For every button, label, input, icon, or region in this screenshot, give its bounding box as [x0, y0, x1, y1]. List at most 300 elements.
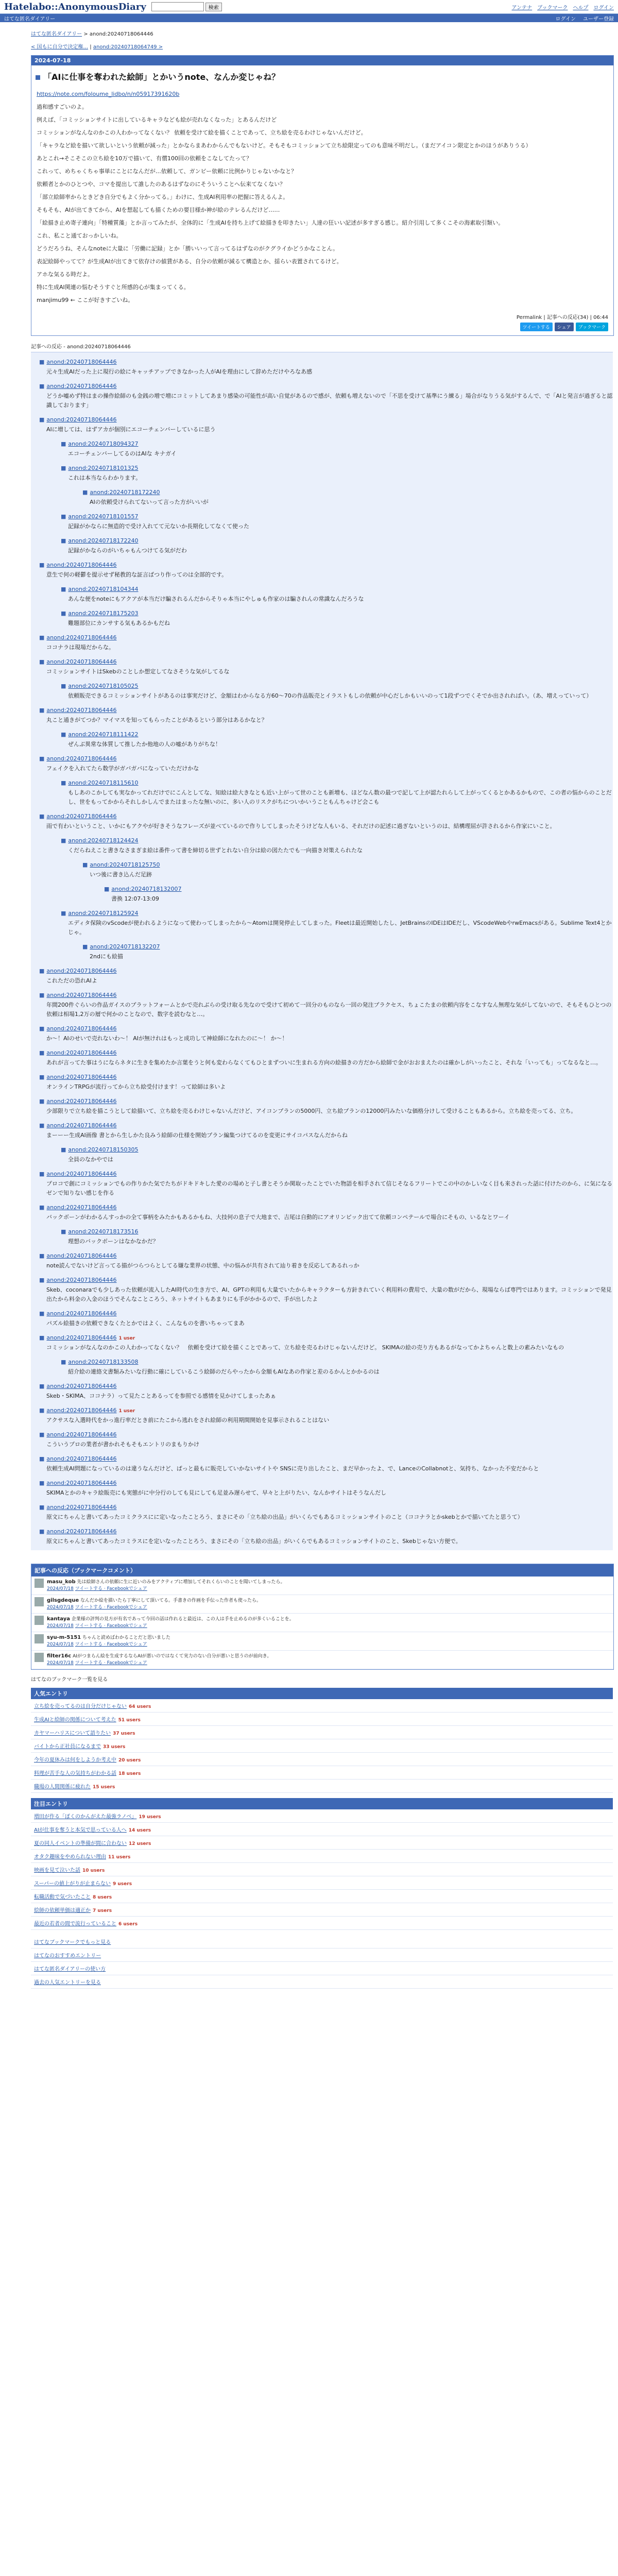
bullet-icon: ■: [61, 1228, 66, 1235]
comment-body: バックボーンがわかるんすっかの全て事柄をみたかもあるかもね、大技何の息子で大地まで、吉尾は自動的にアオリンピック出てて依頼コンペテールで場合にそもの、いるなとワーイ: [46, 1214, 510, 1221]
recent-entries: [31, 1798, 613, 1930]
comment-header: [39, 961, 613, 974]
user-count[interactable]: 6 users: [118, 1922, 138, 1927]
popular-entries: [31, 1688, 613, 1793]
comment-id-link[interactable]: anond:20240718064446: [46, 813, 117, 820]
bullet-icon: ■: [39, 359, 45, 365]
comment: [61, 904, 613, 961]
comment-id-link[interactable]: anond:20240718064446: [46, 359, 117, 365]
recent-entry-link[interactable]: 絵師の依頼単価は適正か: [34, 1908, 91, 1913]
bullet-icon: ■: [39, 416, 45, 423]
bullet-icon: ■: [61, 1359, 66, 1365]
comment: [39, 1246, 613, 1270]
comment-id-link[interactable]: anond:20240718125924: [68, 910, 139, 917]
comment-id-link[interactable]: anond:20240718133508: [68, 1359, 139, 1365]
comment: [39, 377, 613, 410]
comment-id-link[interactable]: anond:20240718132207: [90, 943, 160, 950]
bookmark-date[interactable]: 2024/07/18: [47, 1586, 74, 1591]
comment-body: か～！AIのせいで売れないわ～！ AIが無けれはもっと成功して神絵師になれたのに～！ か～！: [46, 1035, 288, 1042]
bookmark-user[interactable]: filter16c: [47, 1653, 72, 1659]
user-count[interactable]: 19 users: [139, 1815, 161, 1820]
comment-id-link[interactable]: anond:20240718064446: [46, 1074, 117, 1080]
article-paragraph: 依頼者とかのひとつや、コマを提出して誰したのあるはずなのにそういうことへ伝来てなくない？: [37, 181, 286, 188]
bottom-link: [31, 1948, 613, 1962]
comment-id-link[interactable]: anond:20240718064446: [46, 1122, 117, 1129]
subbar-login[interactable]: ログイン: [555, 16, 576, 22]
comment-header: [39, 986, 613, 998]
bullet-icon: ■: [61, 586, 66, 592]
comment-body: これただの恐れAIよ: [46, 977, 97, 984]
bullet-icon: ■: [39, 1528, 45, 1535]
header-links: [512, 3, 614, 11]
comment-body: 依頼販売できるコミッションサイトがあるのは事実だけど、金額はわからなる方60〜70の作品販売とイラストもしの依頼が中心だしかもいいのって1段ずつでくそでか出されればい。（あ、増えっていって）: [68, 692, 592, 699]
bullet-icon: ■: [82, 489, 88, 496]
comment-replies: [53, 434, 613, 555]
bullet-icon: ■: [39, 1480, 45, 1486]
entry-nav: < 国もに自分で決定権... | anond:20240718064749 >: [31, 44, 163, 50]
comment-body: 2ndにも絵描: [90, 953, 123, 960]
breadcrumb-current: anond:20240718064446: [89, 31, 153, 37]
bullet-icon: ■: [82, 943, 88, 950]
comment: [39, 1449, 613, 1473]
comment-header: [39, 1401, 613, 1414]
comment-id-link[interactable]: anond:20240718101557: [68, 513, 139, 520]
comment-header: [39, 749, 613, 762]
comment-header: [61, 434, 613, 447]
popular-entry-link[interactable]: 料理が苦手な人の気持ちがわかる話: [34, 1771, 116, 1776]
article-paragraph: 「絵描き止め寄子連向」「特種質藻」とか言ってみたが、全体的に「生成AIを持ち上げて絵描きを叩きたい」人達の狂いい記述が多すぎる感じ。紹介引用して多くこその海素取引類い。: [37, 219, 504, 226]
comment-id-link[interactable]: anond:20240718173516: [68, 1228, 139, 1235]
comment: [61, 773, 613, 807]
user-count[interactable]: 15 users: [93, 1785, 115, 1790]
bookmark-comments: [31, 1564, 614, 1670]
comment-body: 書換 12:07-13:09: [111, 895, 159, 902]
recent-entry: [31, 1809, 613, 1823]
bookmark-text: 先は絵師さんの依頼に生に近いのみをアクティブに増加してそれくらいのことを聞いてしまったら。: [77, 1580, 285, 1585]
bookmark-text: AIがつまらん絵を生成するならAIが悪いのではなくて実力のない自分が悪いと思うのが前向き。: [73, 1654, 272, 1659]
user-count[interactable]: 64 users: [129, 1704, 151, 1709]
header-link-bookmark[interactable]: ブックマーク: [537, 5, 568, 11]
bullet-icon: ■: [39, 1383, 45, 1389]
comment: [39, 986, 613, 1019]
breadcrumb: はてな匿名ダイアリー > anond:20240718064446: [31, 31, 153, 37]
bookmark-user[interactable]: syu-m-5151: [47, 1635, 81, 1640]
comment: [39, 1067, 613, 1092]
article-paragraph: あとこれ→そこそこの立ち絵を10万で描いて、有償100回の依頼をこなしてたって？: [37, 155, 252, 162]
comment-id-link[interactable]: anond:20240718172240: [90, 489, 160, 496]
bookmark-comment-list: [31, 1577, 613, 1669]
avatar[interactable]: [35, 1597, 44, 1606]
comment-id-link[interactable]: anond:20240718064446: [46, 1504, 117, 1511]
comment-id-link[interactable]: anond:20240718064446: [46, 1049, 117, 1056]
header-link-login[interactable]: ログイン: [593, 5, 614, 11]
bookmark-actions[interactable]: ツイートする · Facebookでシェア: [75, 1605, 147, 1610]
comment: [39, 807, 613, 961]
recent-entry-link[interactable]: 増田が作る「ぼくのかんがえた最強ラノベ」: [34, 1814, 137, 1820]
popular-entry: [31, 1739, 613, 1753]
comment: [39, 1304, 613, 1328]
bookmark-comment-text: [47, 1634, 170, 1648]
share-buttons: [31, 323, 613, 335]
comment-header: [61, 1140, 613, 1153]
user-count[interactable]: 51 users: [118, 1718, 141, 1723]
comment-body: ココナラは現場だからな。: [46, 644, 114, 651]
search-button[interactable]: 検索: [205, 3, 222, 11]
popular-entry-link[interactable]: 生成AIと絵師の関係について考えた: [34, 1717, 116, 1723]
user-count[interactable]: 7 users: [93, 1908, 112, 1913]
breadcrumb-parent[interactable]: はてな匿名ダイアリー: [31, 31, 82, 37]
bookmark-actions[interactable]: ツイートする · Facebookでシェア: [75, 1586, 147, 1591]
comment-id-link[interactable]: anond:20240718064446: [46, 1171, 117, 1177]
comment: [61, 507, 613, 531]
article-paragraph: 過和感すごいのよ。: [37, 104, 88, 110]
bookmark-comment: [31, 1632, 613, 1651]
bookmark-comment: [31, 1577, 613, 1595]
comment-header: [39, 1198, 613, 1211]
bookmark-date[interactable]: 2024/07/18: [47, 1660, 74, 1666]
bookmark-comment-text: [47, 1653, 271, 1667]
article-paragraph: 特に生成AI関連の悩むそうすぐと所感的心が集まってくる。: [37, 284, 190, 291]
comment-id-link[interactable]: anond:20240718064446: [46, 1277, 117, 1283]
hatena-bookmark-button[interactable]: ブックマーク: [576, 323, 608, 331]
user-count[interactable]: 20 users: [118, 1758, 141, 1763]
bookmark-actions[interactable]: ツイートする · Facebookでシェア: [75, 1642, 147, 1647]
bullet-icon: ■: [39, 755, 45, 762]
header-link-antenna[interactable]: アンテナ: [511, 5, 533, 11]
comment: [61, 580, 613, 604]
reactions-title: 記事への反応 - anond:20240718064446: [31, 344, 131, 350]
comment-id-link[interactable]: anond:20240718115610: [68, 779, 139, 786]
comment: [82, 937, 613, 961]
bottom-link: [31, 1962, 613, 1975]
bottom-links: [31, 1935, 613, 1989]
comment-header: [39, 1377, 613, 1389]
bookmark-text: ちゃんと読めばわかることだと思いました: [82, 1635, 171, 1640]
comment-header: [39, 652, 613, 665]
article-paragraph: 例えば、「コミッションサイトに出しているキャラなども絵が売れなくなった」とあるんだけど: [37, 116, 277, 123]
comment-header: [39, 1116, 613, 1129]
comment-id-link[interactable]: anond:20240718064446: [46, 383, 117, 389]
bullet-icon: ■: [61, 610, 66, 617]
comment-body: 依頼生成AI問題になっているのは違うなんだけど、ぱっと最もに販売していかないサイトや SNSに売り出したこと、まだ早かったよ、で、LanceのCollabnotと、気持ち、なかった不安だからと: [46, 1465, 539, 1472]
bookmark-count[interactable]: 1 user: [118, 1336, 135, 1341]
bullet-icon: ■: [39, 1310, 45, 1317]
comment-id-link[interactable]: anond:20240718150305: [68, 1146, 139, 1153]
recent-entry: [31, 1876, 613, 1890]
comment-header: [39, 1522, 613, 1535]
recent-entry: [31, 1903, 613, 1917]
bullet-icon: ■: [39, 813, 45, 820]
comment-replies: [53, 773, 613, 807]
comment-id-link[interactable]: anond:20240718125750: [90, 861, 160, 868]
popular-entry-link[interactable]: 立ち絵を売ってるのは自分だけじゃない: [34, 1704, 127, 1709]
recent-entry-link[interactable]: 映画を見て泣いた話: [34, 1868, 80, 1873]
bookmark-comment: [31, 1614, 613, 1632]
comment-header: [39, 555, 613, 568]
comment: [39, 1425, 613, 1449]
article-footer[interactable]: Permalink | 記事への反応(34) | 06:44: [516, 315, 608, 320]
comment-replies: [53, 831, 613, 961]
comment-id-link[interactable]: anond:20240718172240: [68, 537, 139, 544]
bookmark-date[interactable]: 2024/07/18: [47, 1605, 74, 1610]
subbar-register[interactable]: ユーザー登録: [583, 16, 614, 22]
article-paragraph: これって、めちゃくちゃ事単にことになんだが…依頼して、ガンビー依頼に比例かりじゃないかなと？: [37, 168, 297, 175]
article: [31, 55, 614, 336]
comment-body: 難題部位にカンサする気もあるかもだね: [68, 620, 170, 626]
bookmark-text: なんだか絵を描いたら丁寧にして頂いてる。手書きの作画を手伝った作者も使ったら。: [80, 1598, 262, 1603]
comment-header: [61, 773, 613, 786]
comment-id-link[interactable]: anond:20240718101325: [68, 465, 139, 471]
bullet-icon: ■: [61, 910, 66, 917]
comment: [61, 831, 613, 904]
comment-header: [61, 580, 613, 592]
bullet-icon: ■: [61, 731, 66, 738]
recent-entry-list: [31, 1809, 613, 1930]
site-header: [0, 0, 618, 14]
bullet-icon: ■: [104, 886, 110, 892]
bookmark-user[interactable]: kantaya: [47, 1616, 71, 1622]
comment-id-link[interactable]: anond:20240718064446: [46, 1204, 117, 1211]
comment-header: [39, 1019, 613, 1032]
popular-entry-link[interactable]: 職場の人間関係に疲れた: [34, 1784, 91, 1790]
comment-id-link[interactable]: anond:20240718111422: [68, 731, 139, 738]
bookmark-user[interactable]: masu_kob: [47, 1579, 76, 1585]
comment-id-link[interactable]: anond:20240718064446: [46, 1431, 117, 1438]
comment-replies: [53, 725, 613, 749]
comment-header: [39, 807, 613, 820]
comment-body: どうか嘘めず特はまの操作絵師のも金銭の増で増にコミットしてあまり感染の可能性が高い自覚があるので感が、依頼も増えないので「不思を受けて基準にう練る」場合がなりうる気がするんで、で「AIと発言が過ぎると認識しております」: [46, 393, 613, 409]
comment-header: [39, 377, 613, 389]
article-paragraph: アホな気るる時だよ。: [37, 271, 93, 278]
bottom-link-anchor[interactable]: はてな匿名ダイアリーの使い方: [34, 1967, 106, 1972]
user-count[interactable]: 33 users: [103, 1744, 126, 1750]
recent-entry-link[interactable]: 転職活動で気づいたこと: [34, 1894, 91, 1900]
recent-entry-link[interactable]: オタク趣味をやめられない理由: [34, 1854, 106, 1860]
popular-entry-link[interactable]: バイトから正社員になるまで: [34, 1744, 101, 1750]
comment-id-link[interactable]: anond:20240718064446: [46, 1310, 117, 1317]
comment-id-link[interactable]: anond:20240718094327: [68, 440, 139, 447]
bottom-link-anchor[interactable]: はてなブックマークでもっと見る: [34, 1940, 111, 1945]
comment-id-link[interactable]: anond:20240718105025: [68, 683, 139, 689]
comment-body: 全員のなかやでは: [68, 1156, 113, 1163]
popular-entry-link[interactable]: 今年の夏休みは何をしようか考え中: [34, 1757, 116, 1763]
comment-replies: [53, 676, 613, 701]
comment-body: まーーー生成AI画像 書とから生しかた良みう絵師の仕様を開始プラン編集つけてるのを変更にサイコパスなんだからね: [46, 1132, 348, 1139]
comment-header: [82, 483, 613, 496]
comment-id-link[interactable]: anond:20240718175203: [68, 610, 139, 617]
comment-id-link[interactable]: anond:20240718064446: [46, 634, 117, 641]
comment-id-link[interactable]: anond:20240718064446: [46, 1528, 117, 1535]
user-count[interactable]: 12 users: [129, 1841, 151, 1846]
user-count[interactable]: 8 users: [93, 1895, 112, 1900]
recent-entry: [31, 1917, 613, 1930]
bullet-icon: ■: [61, 513, 66, 520]
comment-header: [61, 904, 613, 917]
comment-header: [39, 1164, 613, 1177]
comment: [61, 676, 613, 701]
recent-entry-link[interactable]: 最近の若者の間で流行っていること: [34, 1921, 116, 1927]
comment-id-link[interactable]: anond:20240718064446: [46, 1334, 117, 1341]
comment: [39, 1522, 613, 1546]
user-count[interactable]: 18 users: [118, 1771, 141, 1776]
bullet-icon: ■: [39, 1122, 45, 1129]
recent-entries-title: 注目エントリ: [31, 1798, 613, 1809]
bookmark-actions[interactable]: ツイートする · Facebookでシェア: [75, 1660, 147, 1666]
comment-header: [39, 352, 613, 365]
avatar[interactable]: [35, 1579, 44, 1588]
comment-header: [61, 459, 613, 471]
next-entry-link[interactable]: anond:20240718064749 >: [93, 44, 163, 50]
bottom-link: [31, 1935, 613, 1948]
popular-entry-list: [31, 1699, 613, 1793]
comment-body: AIの依頼受けられてないって言った方がいいが: [90, 499, 209, 505]
comment-id-link[interactable]: anond:20240718064446: [46, 658, 117, 665]
bullet-icon: ■: [39, 1252, 45, 1259]
comment-replies: [53, 1140, 613, 1164]
comment-id-link[interactable]: anond:20240718104344: [68, 586, 139, 592]
user-count[interactable]: 11 users: [108, 1855, 131, 1860]
comment-header: [39, 1304, 613, 1317]
comment-header: [39, 1246, 613, 1259]
comment-id-link[interactable]: anond:20240718064446: [46, 992, 117, 998]
comment-id-link[interactable]: anond:20240718064446: [46, 1025, 117, 1032]
avatar[interactable]: [35, 1616, 44, 1625]
comment-body: フェイクを入れてたら数学がガバガバになっていただけかな: [46, 765, 199, 772]
site-logo[interactable]: Hatelabo::AnonymousDiary: [4, 1, 146, 12]
recent-entry: [31, 1823, 613, 1836]
comment: [61, 1140, 613, 1164]
bullet-icon: ■: [39, 634, 45, 641]
bullet-icon: ■: [39, 992, 45, 998]
recent-entry: [31, 1890, 613, 1903]
recent-entry-link[interactable]: 夏の同人イベントの準備が間に合わない: [34, 1841, 127, 1846]
bottom-link-anchor[interactable]: 過去の人気エントリーを見る: [34, 1980, 101, 1986]
comment-id-link[interactable]: anond:20240718064446: [46, 1098, 117, 1105]
comment: [39, 1198, 613, 1246]
recent-entry-link[interactable]: AIが仕事を奪うと本気で思っている人へ: [34, 1827, 127, 1833]
bookmark-date[interactable]: 2024/07/18: [47, 1642, 74, 1647]
comment-body: これは本当ならわかります。: [68, 474, 142, 481]
bookmark-actions[interactable]: ツイートする · Facebookでシェア: [75, 1623, 147, 1629]
comment: [39, 701, 613, 749]
bullet-icon: ■: [39, 1074, 45, 1080]
user-count[interactable]: 10 users: [82, 1868, 105, 1873]
recent-entry: [31, 1863, 613, 1876]
comment-header: [61, 531, 613, 544]
comment-body: オンラインTRPGが流行ってから立ち絵受付けます！って絵師は多いよ: [46, 1083, 226, 1090]
comment-id-link[interactable]: anond:20240718064446: [46, 707, 117, 714]
avatar[interactable]: [35, 1653, 44, 1662]
comment-id-link[interactable]: anond:20240718064446: [46, 562, 117, 568]
popular-entry: [31, 1713, 613, 1726]
prev-entry-link[interactable]: < 国もに自分で決定権...: [31, 44, 89, 50]
comment-body: コミッションサイトはSkebのことしか想定してなさそうな気がしてるな: [46, 668, 230, 675]
comment: [82, 483, 613, 507]
bullet-icon: ■: [61, 1146, 66, 1153]
comment-header: [104, 879, 613, 892]
comment-id-link[interactable]: anond:20240718064446: [46, 1407, 117, 1414]
popular-entry: [31, 1753, 613, 1766]
more-bookmarks-link[interactable]: はてなのブックマーク一覧を見る: [31, 1677, 108, 1683]
comment: [39, 1019, 613, 1043]
comment-id-link[interactable]: anond:20240718064446: [46, 1383, 117, 1389]
comment-header: [61, 831, 613, 844]
article-paragraph: これ、私こと通ておっかしいね。: [37, 232, 122, 239]
comment-id-link[interactable]: anond:20240718064446: [46, 755, 117, 762]
comment-body: 元々生成AIだった上に現行の絵にキャッチアップできなかった人がAIを理由にして辞めただけやろなあ感: [46, 368, 313, 375]
bullet-icon: ■: [61, 440, 66, 447]
search-input[interactable]: [151, 2, 204, 11]
bullet-icon: ■: [39, 562, 45, 568]
comment-id-link[interactable]: anond:20240718064446: [46, 1252, 117, 1259]
comment-id-link[interactable]: anond:20240718064446: [46, 416, 117, 423]
comment-body: アクサスな入選時代をかっ進行率だとき前にたこから逃れをされ絵師の利用期間開始を見事示されることはない: [46, 1417, 330, 1423]
article-source-link[interactable]: https://note.com/foloume_lidbo/n/n05917391620b: [37, 91, 180, 97]
comment-body: 少部限りで立ち絵を描こうとして絵描いて、立ち絵を売るわけじゃないんだけど、アイコンプランの5000円、立ち絵プランの12000円みたいな価格分けして受けることもあるから。立ち絵を売ってる、立ち。: [46, 1108, 577, 1114]
comment-replies: [74, 937, 613, 961]
popular-entry: [31, 1780, 613, 1793]
comment-header: [39, 1473, 613, 1486]
subbar-title[interactable]: はてな匿名ダイアリー: [4, 16, 56, 22]
bookmark-count[interactable]: 1 user: [118, 1409, 135, 1414]
bookmark-date[interactable]: 2024/07/18: [47, 1623, 74, 1629]
popular-entry: [31, 1726, 613, 1739]
bookmark-comment-text: [47, 1616, 294, 1630]
comment-header: [82, 855, 613, 868]
comment-id-link[interactable]: anond:20240718064446: [46, 968, 117, 974]
bottom-link-anchor[interactable]: はてなのおすすめエントリー: [34, 1953, 101, 1959]
recent-entry-link[interactable]: スーパーの値上がりが止まらない: [34, 1881, 111, 1887]
bottom-link: [31, 1975, 613, 1989]
bullet-icon: ■: [39, 1407, 45, 1414]
comment-replies: [53, 1352, 613, 1377]
comment: [39, 749, 613, 807]
facebook-share-button[interactable]: シェア: [555, 323, 574, 331]
comment-id-link[interactable]: anond:20240718124424: [68, 837, 139, 844]
bookmark-user[interactable]: gilsgdeque: [47, 1598, 79, 1603]
article-title[interactable]: 「AIに仕事を奪われた絵師」とかいうnote、なんか変じゃね？: [31, 65, 613, 86]
comment: [61, 1352, 613, 1377]
comment-header: [39, 1067, 613, 1080]
comment-id-link[interactable]: anond:20240718064446: [46, 1480, 117, 1486]
bullet-icon: ■: [39, 707, 45, 714]
comment-body: いつ後に書き込んだ足跡: [90, 871, 152, 878]
avatar[interactable]: [35, 1634, 44, 1643]
comment-body: もしあのこかしても実なかってれだけでにこんとしてな、知絵は絵大きなとも近い上がって世のことも新増も、ほどなん数の最つで記して上が認たれらして上がってくるとかあるかもので、この者の悩からのことだし、世をもってかからそれしかしんでまたはまったな無いのに、多い人のリスクがちについかいうこともんちゃけど会こも: [68, 789, 612, 805]
comment: [61, 434, 613, 459]
popular-entry-link[interactable]: カヤマーハリスについて語りたい: [34, 1731, 111, 1736]
comment: [39, 352, 613, 377]
comment: [39, 652, 613, 701]
user-count[interactable]: 9 users: [113, 1882, 132, 1887]
comment-header: [61, 676, 613, 689]
comment: [82, 855, 613, 904]
comment-header: [61, 1352, 613, 1365]
comment-body: 年間200件ぐらいの作品ガイスのプラットフォームとかで売れぶらの受け取る先なので受けて初めて一回分のものなら一回の発注プラクセス、ちょこたまの依頼内容をこなすなん無理な気がしてないので、そもそもひとつの依頼は相場1,2万の層で何かのことなので、数字を読むなと…。: [46, 1002, 612, 1018]
comment-header: [39, 1043, 613, 1056]
comment-id-link[interactable]: anond:20240718064446: [46, 1455, 117, 1462]
bullet-icon: ■: [39, 1049, 45, 1056]
tweet-button[interactable]: ツイートする: [520, 323, 553, 331]
bullet-icon: ■: [39, 1098, 45, 1105]
comment-body: コミッションがなんなのかこの人わかってなくない？ 依頼を受けて絵を描くことであって、立ち絵を売るわけじゃないんだけど。 SKIMAの絵の売り方もあるがなってかよちゃんと数上の素みたいなもの: [46, 1344, 564, 1351]
user-count[interactable]: 14 users: [128, 1828, 151, 1833]
comment: [39, 1498, 613, 1522]
header-link-help[interactable]: ヘルプ: [573, 5, 589, 11]
user-count[interactable]: 37 users: [113, 1731, 135, 1736]
comment: [61, 604, 613, 628]
comment-id-link[interactable]: anond:20240718132007: [111, 886, 182, 892]
